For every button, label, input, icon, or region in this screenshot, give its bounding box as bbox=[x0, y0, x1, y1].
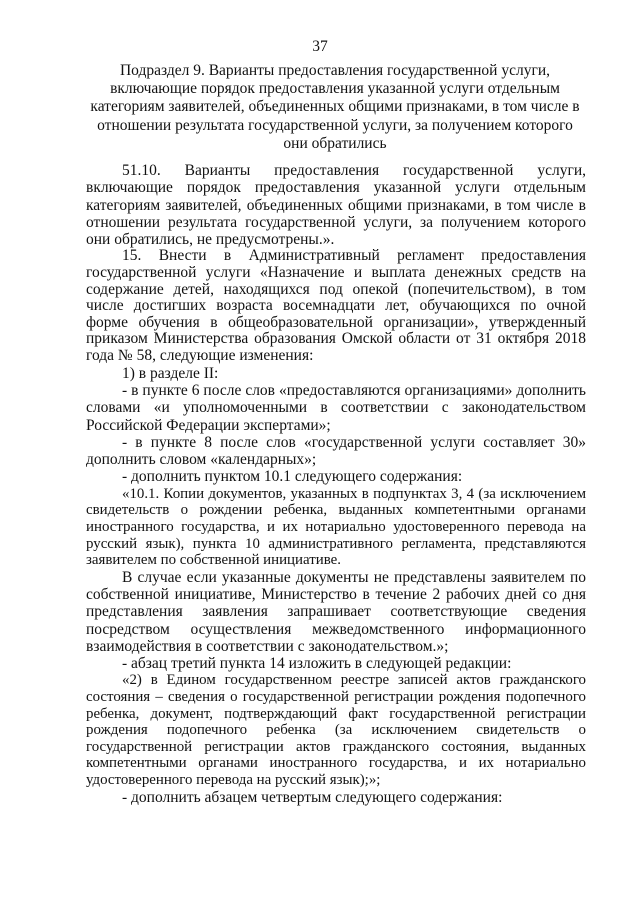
paragraph: - в пункте 8 после слов «государственной услуги составляет 30» дополнить словом «календарных»; bbox=[86, 433, 586, 469]
paragraph: 1) в разделе II: bbox=[122, 364, 219, 382]
paragraph: 51.10. Варианты предоставления государственной услуги, включающие порядок предоставления указанной услуги отдельным категориям заявителей, объединенных общими признаками, в том числе в отношении результата государственной услуги, за получением которого они обратились, не предусмотрены.». bbox=[86, 162, 586, 249]
paragraph: «2) в Едином государственном реестре записей актов гражданского состояния – сведения о государственной регистрации рождения подопечного ребенка, документ, подтверждающий факт государственной регистрации рождения подопечного ребенка (за исключением свидетельств о государственной регистрации актов гражданского состояния, выданных компетентными органами иностранного государства, и их нотариально удостоверенного перевода на русский язык);»; bbox=[86, 672, 586, 789]
paragraph: В случае если указанные документы не представлены заявителем по собственной инициативе, Министерство в течение 2 рабочих дней со дня представления заявления запрашивает соответствующие сведения посредством осуществления межведомственного информационного взаимодействия в соответствии с законодательством.»; bbox=[86, 568, 586, 655]
document-body bbox=[86, 162, 586, 806]
subsection-heading: Подраздел 9. Варианты предоставления государственной услуги, включающие порядок предоставления указанной услуги отдельным категориям заявителей, объединенных общими признаками, в том числе в отношении результата государственной услуги, за получением которого они обратились bbox=[90, 62, 580, 152]
paragraph: - абзац третий пункта 14 изложить в следующей редакции: bbox=[122, 655, 512, 673]
paragraph: - дополнить абзацем четвертым следующего содержания: bbox=[122, 788, 503, 806]
page-number: 37 bbox=[312, 38, 328, 55]
paragraph: «10.1. Копии документов, указанных в подпунктах 3, 4 (за исключением свидетельств о рождении ребенка, выданных компетентными органами иностранного государства, и их нотариально удостоверенного перевода на русский язык), пункта 10 административного регламента, представляются заявителем по собственной инициативе. bbox=[86, 485, 586, 569]
paragraph: - в пункте 6 после слов «предоставляются организациями» дополнить словами «и уполномоченными в соответствии с законодательством Российской Федерации экспертами»; bbox=[86, 381, 586, 434]
paragraph: - дополнить пунктом 10.1 следующего содержания: bbox=[122, 468, 463, 486]
paragraph: 15. Внести в Административный регламент предоставления государственной услуги «Назначение и выплата денежных средств на содержание детей, находящихся под опекой (попечительством), в том числе достигших возраста восемнадцати лет, обучающихся по очной форме обучения в общеобразовательной организации», утвержденный приказом Министерства образования Омской области от 31 октября 2018 года № 58, следующие изменения: bbox=[86, 247, 586, 365]
